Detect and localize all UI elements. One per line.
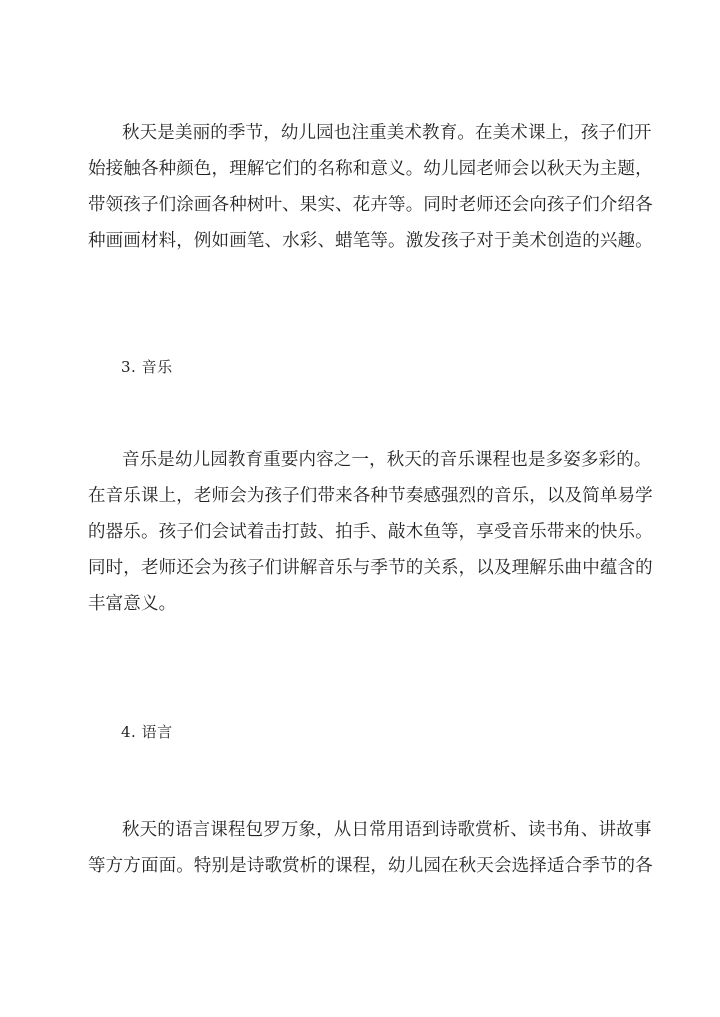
paragraph-art (88, 115, 653, 259)
paragraph-music (88, 442, 653, 622)
paragraph-line: 的器乐。孩子们会试着击打鼓、拍手、敲木鱼等，享受音乐带来的快乐。 (88, 522, 653, 542)
paragraph-line: 种画画材料，例如画笔、水彩、蜡笔等。激发孩子对于美术创造的兴趣。 (88, 231, 653, 251)
section-heading-music: 3. 音乐 (121, 358, 173, 376)
section-heading-language: 4. 语言 (121, 723, 173, 741)
paragraph-line: 同时，老师还会为孩子们讲解音乐与季节的关系，以及理解乐曲中蕴含的 (88, 558, 653, 578)
paragraph-line: 秋天的语言课程包罗万象，从日常用语到诗歌赏析、读书角、讲故事 (122, 820, 652, 840)
paragraph-line: 音乐是幼儿园教育重要内容之一，秋天的音乐课程也是多姿多彩的。 (122, 450, 652, 470)
paragraph-language (88, 812, 653, 884)
paragraph-line: 秋天是美丽的季节，幼儿园也注重美术教育。在美术课上，孩子们开 (122, 123, 652, 143)
paragraph-line: 等方方面面。特别是诗歌赏析的课程，幼儿园在秋天会选择适合季节的各 (88, 856, 653, 876)
paragraph-line: 始接触各种颜色，理解它们的名称和意义。幼儿园老师会以秋天为主题， (88, 159, 653, 179)
paragraph-line: 带领孩子们涂画各种树叶、果实、花卉等。同时老师还会向孩子们介绍各 (88, 195, 653, 215)
paragraph-line: 在音乐课上，老师会为孩子们带来各种节奏感强烈的音乐，以及简单易学 (88, 486, 653, 506)
paragraph-line: 丰富意义。 (88, 594, 177, 614)
